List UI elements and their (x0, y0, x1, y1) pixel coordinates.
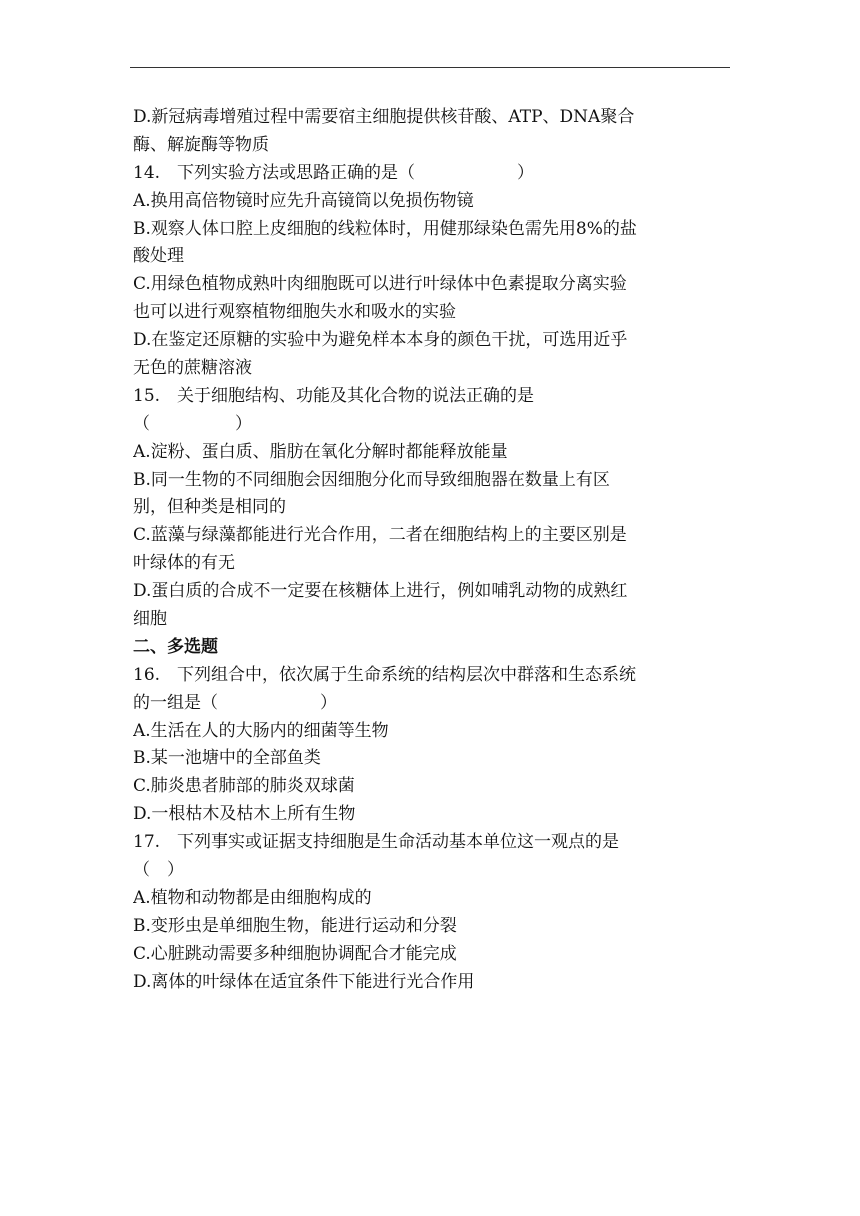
option-line: B.同一生物的不同细胞会因细胞分化而导致细胞器在数量上有区 (133, 469, 610, 490)
option-line: 也可以进行观察植物细胞失水和吸水的实验 (133, 302, 456, 323)
question-line: （ ） (133, 860, 184, 881)
option-line: 细胞 (133, 609, 167, 630)
option-line: D.蛋白质的合成不一定要在核糖体上进行，例如哺乳动物的成熟红 (133, 581, 628, 602)
option-line: C.用绿色植物成熟叶肉细胞既可以进行叶绿体中色素提取分离实验 (133, 274, 627, 295)
question-line: 16. 下列组合中，依次属于生命系统的结构层次中群落和生态系统 (133, 664, 637, 685)
option-line: C.蓝藻与绿藻都能进行光合作用，二者在细胞结构上的主要区别是 (133, 525, 627, 546)
document-body (133, 104, 733, 997)
option-line: D.离体的叶绿体在适宜条件下能进行光合作用 (133, 971, 475, 992)
option-line: 叶绿体的有无 (133, 553, 235, 574)
question-line: 17. 下列事实或证据支持细胞是生命活动基本单位这一观点的是 (133, 832, 620, 853)
section-heading: 二、多选题 (133, 636, 218, 657)
option-line: C.肺炎患者肺部的肺炎双球菌 (133, 776, 355, 797)
option-line: B.变形虫是单细胞生物，能进行运动和分裂 (133, 915, 457, 936)
option-line: A.生活在人的大肠内的细菌等生物 (133, 720, 389, 741)
option-line: 酶、解旋酶等物质 (133, 134, 269, 155)
question-line: 的一组是（ ） (133, 692, 337, 713)
option-line: B.某一池塘中的全部鱼类 (133, 748, 321, 769)
option-line: A.换用高倍物镜时应先升高镜筒以免损伤物镜 (133, 190, 474, 211)
header-rule (130, 67, 730, 68)
question-line: 15. 关于细胞结构、功能及其化合物的说法正确的是 (133, 385, 535, 406)
option-line: A.植物和动物都是由细胞构成的 (133, 887, 372, 908)
option-line: C.心脏跳动需要多种细胞协调配合才能完成 (133, 943, 457, 964)
option-line: B.观察人体口腔上皮细胞的线粒体时，用健那绿染色需先用8%的盐 (133, 218, 637, 239)
question-line: 14. 下列实验方法或思路正确的是（ ） (133, 162, 535, 183)
question-line: （ ） (133, 413, 252, 434)
option-line: D.新冠病毒增殖过程中需要宿主细胞提供核苷酸、ATP、DNA聚合 (133, 107, 635, 127)
option-line: 无色的蔗糖溶液 (133, 358, 252, 379)
option-line: 酸处理 (133, 246, 184, 267)
option-line: D.在鉴定还原糖的实验中为避免样本本身的颜色干扰，可选用近乎 (133, 330, 628, 351)
option-line: 别，但种类是相同的 (133, 497, 286, 518)
option-line: D.一根枯木及枯木上所有生物 (133, 804, 356, 825)
option-line: A.淀粉、蛋白质、脂肪在氧化分解时都能释放能量 (133, 441, 508, 462)
